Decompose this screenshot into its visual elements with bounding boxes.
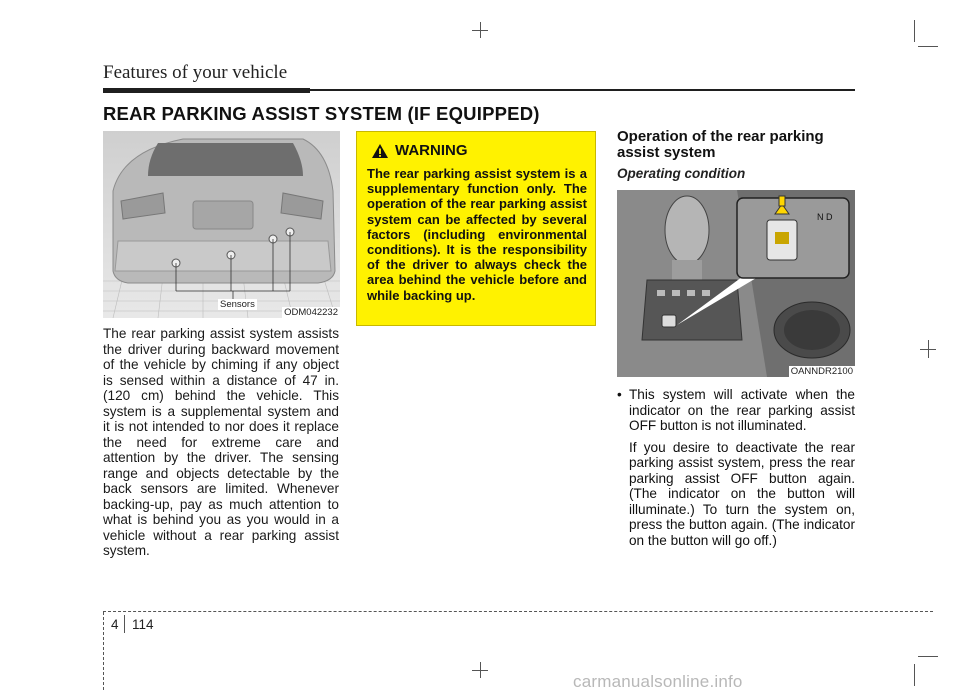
rear-bumper-sensors-illustration: [103, 131, 340, 318]
crop-mark-bottom-center-h: [472, 670, 488, 671]
chapter-number: 4: [111, 617, 119, 632]
figure-code-left: ODM042232: [284, 307, 338, 318]
crop-mark-top-right-h: [918, 46, 938, 47]
shift-console-photo: [617, 190, 855, 377]
header-rule-thick: [103, 88, 310, 93]
sensors-label: Sensors: [220, 299, 255, 310]
figure-code-right: OANNDR2100: [790, 366, 853, 377]
crop-mark-bottom-right-h: [918, 656, 938, 657]
left-body-paragraph: The rear parking assist system assists the driver during backward movement of the vehicle by chiming if any object is sensed within a distance of 47 in. (120 cm) behind the vehicle. This system is a supplemental system and it is not intended to nor does it replace the need for extreme care and attention by the driver. The sensing range and objects detectable by the back sensors are limited. Whenever backing-up, pay as much attention to what is behind you as you would in a vehicle without a rear parking assist system.: [103, 326, 339, 558]
deactivate-paragraph: If you desire to deactivate the rear parking assist system, press the rear parking assist OFF button again. (The indicator on the button will illuminate.) To turn the system on, press the button again. (The indicator on the button will go off.): [629, 439, 855, 548]
footer-vertical-rule: [103, 612, 104, 690]
car-rear-drawing: [103, 131, 340, 318]
crop-mark-right-center-h: [920, 349, 936, 350]
warning-box: [356, 131, 596, 326]
footer-separator: [124, 615, 125, 633]
operation-text: [617, 387, 855, 548]
warning-title: WARNING: [395, 142, 468, 159]
watermark: carmanualsonline.info: [573, 672, 743, 691]
bullet-item: [617, 387, 855, 434]
operating-condition-subtitle: Operating condition: [617, 166, 746, 181]
warning-triangle-icon: [371, 143, 389, 159]
bullet-dot-icon: •: [617, 387, 622, 402]
header-rule-thin: [310, 89, 855, 91]
console-drawing: [617, 190, 855, 377]
page-number: 114: [132, 617, 154, 632]
crop-mark-top-center-h: [472, 30, 488, 31]
bullet-text: This system will activate when the indicator on the rear parking assist OFF button is not illuminated.: [629, 387, 855, 433]
section-title: REAR PARKING ASSIST SYSTEM (IF EQUIPPED): [103, 103, 540, 124]
footer-rule: [103, 611, 933, 612]
svg-text:N D: N D: [817, 212, 833, 222]
warning-header: [371, 142, 468, 159]
crop-mark-top-right: [914, 20, 915, 42]
operation-title: Operation of the rear parking assist system: [617, 128, 824, 161]
warning-text: The rear parking assist system is a supplementary function only. The operation of the rear parking assist system can be affected by several factors (including environmental conditions). It is the responsibility of the driver to always check the area behind the vehicle before and while backing up.: [367, 166, 587, 303]
crop-mark-bottom-right: [914, 664, 915, 686]
running-header: Features of your vehicle: [103, 62, 288, 83]
